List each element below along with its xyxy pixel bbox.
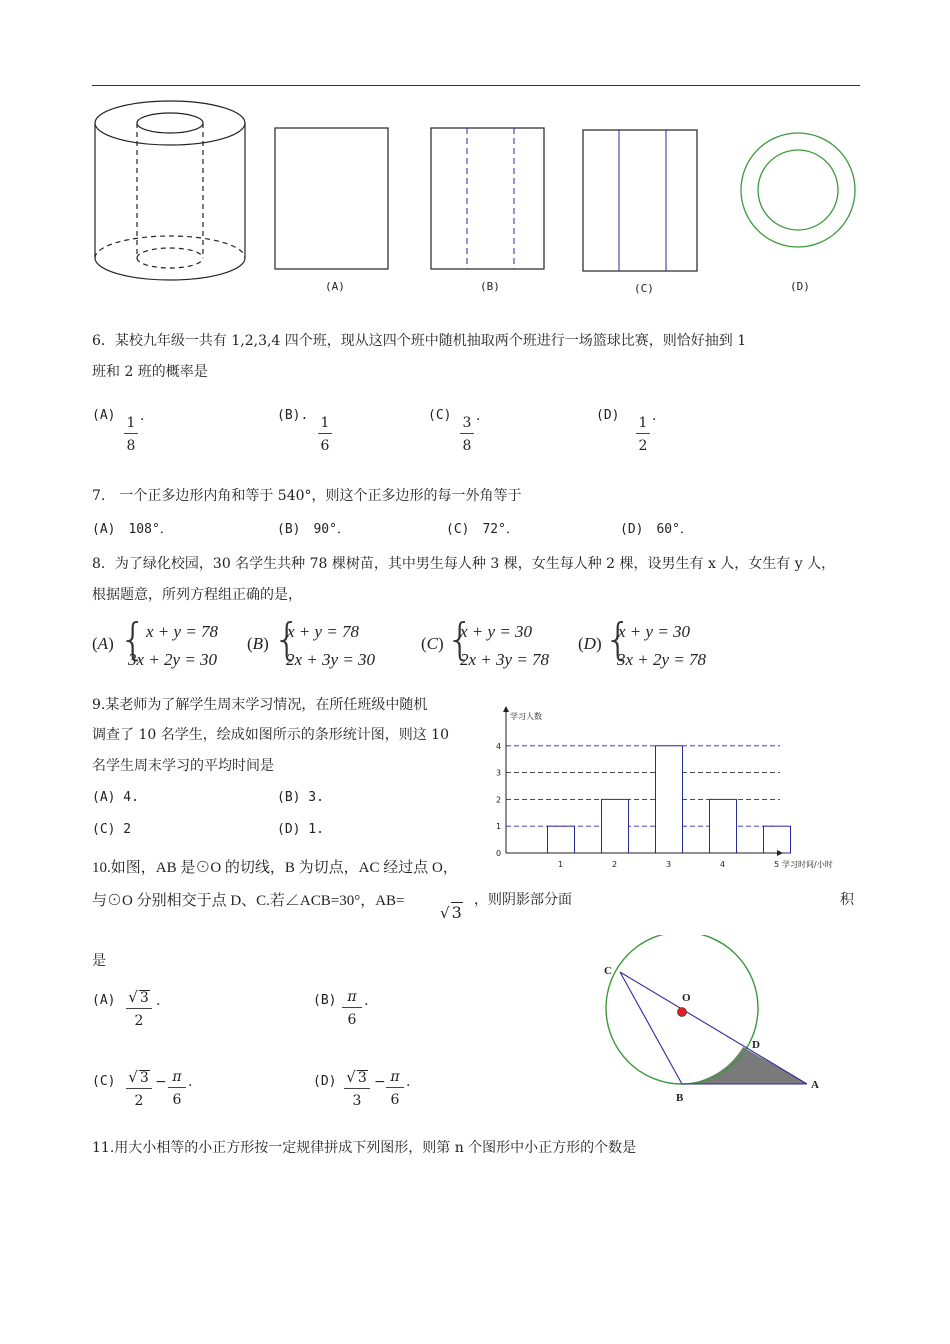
q8-stem-line1: 8．为了绿化校园，30 名学生共种 78 棵树苗，其中男生每人种 3 棵，女生每人种 2 棵，设男生有 x 人，女生有 y 人， — [92, 556, 836, 572]
view-c — [583, 130, 697, 271]
q8-system-c-label: (C) — [421, 634, 444, 653]
q6-stem-line2: 班和 2 班的概率是 — [92, 364, 208, 380]
y-tick-label: 4 — [496, 741, 502, 751]
x-tick-label: 5 — [774, 860, 780, 869]
q10-option-a-label: (A) — [92, 993, 116, 1008]
q7-option-d: (D) 60°． — [620, 522, 693, 537]
q10-option-b-fraction: π 6 — [342, 990, 362, 1027]
q9-stem-line3: 名学生周末学习的平均时间是 — [92, 758, 274, 774]
point-label-o: O — [682, 992, 691, 1004]
q10-option-c-label: (C) — [92, 1074, 116, 1089]
q8-system-b-label: (B) — [247, 634, 269, 653]
q9-option-c: (C) 2 — [92, 822, 132, 837]
q6-option-b-label: (B). — [277, 408, 309, 423]
q10-stem-line2: 与⊙O 分别相交于点 D、C.若∠ACB=30°，AB= — [92, 893, 405, 909]
q8-system-c-brace: { — [446, 614, 474, 665]
q8-system-a-brace: { — [119, 614, 147, 665]
q10-ab-sqrt: √ 3 — [440, 903, 462, 922]
q8-system-d-label: (D) — [578, 634, 602, 653]
q6-option-a-fraction: 1 8 — [124, 416, 138, 453]
point-label-a: A — [811, 1079, 819, 1091]
q8-system-b-eq2: 2x + 3y = 30 — [286, 650, 376, 669]
q7-option-c: (C) 72°． — [446, 522, 519, 537]
q10-option-d-minus: − — [374, 1074, 386, 1090]
y-axis-arrow — [503, 706, 509, 712]
q9-option-b: (B) 3. — [277, 790, 324, 805]
point-label-d: D — [752, 1039, 760, 1051]
q8-system-c-eq1: x + y = 30 — [460, 622, 533, 641]
x-tick-label: 2 — [612, 860, 618, 869]
q8-system-a-label: (A) — [92, 634, 114, 653]
bar-2 — [602, 799, 629, 853]
q7-option-a: (A) 108°． — [92, 522, 173, 537]
q10-option-a-dot: . — [156, 993, 161, 1009]
q10-option-c-fraction-1: √ 3 2 — [126, 1070, 152, 1108]
shaded-region — [682, 1047, 807, 1084]
fig-label-c: (C) — [634, 282, 654, 295]
center-point — [678, 1008, 687, 1017]
q6-option-c-label: (C) — [428, 408, 452, 423]
q8-system-b-brace: { — [273, 614, 301, 665]
q10-option-d-dot: . — [406, 1074, 411, 1090]
q8-system-d-brace: { — [604, 614, 632, 665]
q10-stem-line1: 10.如图，AB 是⊙O 的切线，B 为切点，AC 经过点 O， — [92, 860, 458, 876]
q10-option-d-fraction-1: √ 3 3 — [344, 1070, 370, 1108]
chart-ylabel: 学习人数 — [510, 712, 542, 721]
x-tick-label: 1 — [558, 860, 564, 869]
bar-5 — [764, 826, 791, 853]
q6-option-d-label: (D) — [596, 408, 620, 423]
q8-system-b-eq1: x + y = 78 — [287, 622, 360, 641]
q9-stem-line2: 调查了 10 名学生，绘成如图所示的条形统计图，则这 10 — [92, 727, 449, 743]
q10-stem-line2-end: 积 — [840, 892, 854, 908]
q10-option-a-fraction: √ 3 2 — [126, 990, 152, 1028]
fig-label-b: (B) — [480, 280, 500, 293]
q9-stem-line1: 9.某老师为了解学生周末学习情况，在所任班级中随机 — [92, 697, 428, 713]
three-view-figures — [90, 98, 870, 298]
hollow-cylinder — [95, 101, 245, 280]
q7-option-b: (B) 90°． — [277, 522, 350, 537]
q9-option-a: (A) 4. — [92, 790, 139, 805]
q10-stem-line3: 是 — [92, 953, 106, 969]
q10-option-d-label: (D) — [313, 1074, 337, 1089]
point-label-c: C — [604, 965, 612, 977]
tangent-circle-figure — [598, 935, 828, 1110]
view-d — [741, 133, 855, 247]
chart-xlabel: 学习时间/小时 — [782, 860, 833, 869]
q10-option-b-label: (B) — [313, 993, 337, 1008]
view-a — [275, 128, 388, 269]
q8-stem-line2: 根据题意，所列方程组正确的是， — [92, 587, 302, 603]
x-tick-label: 4 — [720, 860, 726, 869]
q10-option-c-minus: − — [155, 1074, 167, 1090]
study-time-bar-chart — [490, 703, 870, 873]
x-tick-label: 3 — [666, 860, 672, 869]
q7-stem: 7. 一个正多边形内角和等于 540°，则这个正多边形的每一外角等于 — [92, 488, 522, 504]
q10-option-c-fraction-2: π 6 — [168, 1070, 186, 1107]
fig-label-d: (D) — [790, 280, 810, 293]
q6-option-a-dot: . — [140, 408, 145, 424]
q8-system-d-eq1: x + y = 30 — [618, 622, 691, 641]
y-tick-label: 0 — [496, 849, 502, 858]
q9-option-d: (D) 1. — [277, 822, 324, 837]
q10-option-b-dot: . — [364, 993, 369, 1009]
y-tick-label: 3 — [496, 768, 502, 778]
bar-4 — [710, 799, 737, 853]
q6-option-d-fraction: 1 2 — [636, 416, 650, 453]
q6-option-b-fraction: 1 6 — [318, 416, 332, 453]
bar-1 — [548, 826, 575, 853]
fig-label-a: (A) — [325, 280, 345, 293]
q8-system-d-eq2: 3x + 2y = 78 — [617, 650, 707, 669]
q10-option-c-dot: . — [188, 1074, 193, 1090]
q6-option-c-fraction: 3 8 — [460, 416, 474, 453]
q8-system-a-eq2: 3x + 2y = 30 — [128, 650, 218, 669]
q6-stem-line1: 6．某校九年级一共有 1,2,3,4 四个班，现从这四个班中随机抽取两个班进行一场篮球比赛，则恰好抽到 1 — [92, 333, 747, 349]
q10-option-d-fraction-2: π 6 — [386, 1070, 404, 1107]
view-b — [431, 128, 544, 269]
q10-stem-line2-tail: ，则阴影部分面 — [474, 892, 572, 908]
q11-stem: 11.用大小相等的小正方形按一定规律拼成下列图形，则第 n 个图形中小正方形的个数是 — [92, 1140, 637, 1156]
top-rule — [92, 85, 860, 86]
q6-option-c-dot: . — [476, 408, 481, 424]
segment-cb — [620, 972, 682, 1084]
y-tick-label: 2 — [496, 795, 502, 805]
y-tick-label: 1 — [496, 822, 502, 832]
q6-option-d-dot: . — [652, 408, 657, 424]
point-label-b: B — [676, 1092, 684, 1104]
q8-system-a-eq1: x + y = 78 — [146, 622, 219, 641]
bar-3 — [656, 746, 683, 853]
q8-system-c-eq2: 2x + 3y = 78 — [460, 650, 550, 669]
segment-ca — [620, 972, 807, 1084]
q6-option-a-label: (A) — [92, 408, 116, 423]
